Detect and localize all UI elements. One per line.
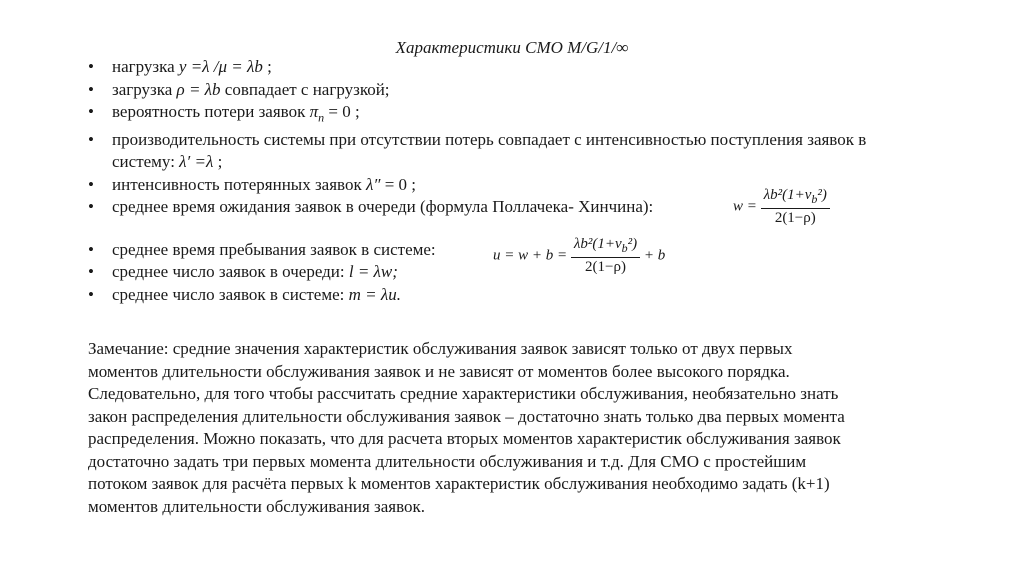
bullet-waiting-time: • среднее время ожидания заявок в очереди (формула Поллачека- Хинчина): <box>88 196 988 219</box>
slide-title: Характеристики СМО M/G/1/∞ <box>395 38 629 57</box>
remark-paragraph: Замечание: средние значения характеристик обслуживания заявок зависят только от двух первых моментов длительности обслуживания заявок и не зависят от моментов более высокого порядка. Следовательно, для того чтобы рассчитать средние характеристики обслуживания, необязательно знать закон распределения длительности обслуживания заявок – достаточно знать только два первых момента распределения. Можно показать, что для расчета вторых моментов характеристик обслуживания заявок достаточно задать три первых момента длительности обслуживания и т.д. Для СМО с простейшим потоком заявок для расчёта первых k моментов характеристик обслуживания необходимо задать (k+1) моментов длительности обслуживания заявок. <box>88 339 845 516</box>
bullet-utilization: • загрузка ρ = λb совпадает с нагрузкой; <box>88 79 988 102</box>
bullet-throughput: • производительность системы при отсутствии потерь совпадает с интенсивностью поступления заявок в систему: λ′ =λ ; <box>88 129 988 174</box>
bullet-lost-intensity: • интенсивность потерянных заявок λ″ = 0 ; <box>88 174 988 197</box>
formula-sojourn-time: u = w + b = $\frac{\lambda b^2(1+\nu_b^2)}{2(1-\rho)}$ + b <box>493 236 666 275</box>
bullet-queue-length: • среднее число заявок в очереди: l = λw; <box>88 261 988 284</box>
bullet-load: • нагрузка y =λ /μ = λb ; <box>88 56 988 79</box>
bullet-loss-probability: • вероятность потери заявок $\pi_n = 0$ ; <box>88 101 988 129</box>
bullet-sojourn-time: • среднее время пребывания заявок в системе: <box>88 239 988 262</box>
formula-waiting-time: w = $\frac{\lambda b^2(1+\nu_b^2)}{2(1-\rho)}$ <box>733 187 830 227</box>
bullet-system-count: • среднее число заявок в системе: m = λu. <box>88 284 988 307</box>
